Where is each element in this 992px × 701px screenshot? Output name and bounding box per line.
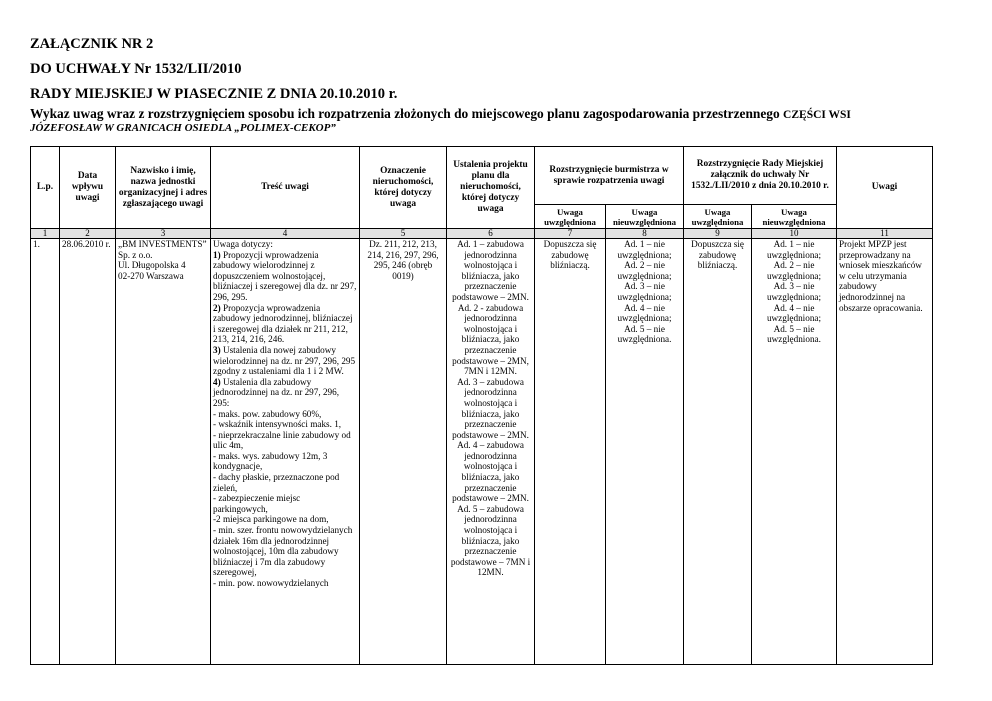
content-item-text: Ustalenia dla zabudowy jednorodzinnej na dz. nr 297, 296, 295: - maks. pow. zabudowy 60%, - wskaźnik intensywności maks. 1, - nieprzekraczalne linie zabudowy od ulic 4m, - maks. wys. zabudowy 12m, 3 kondygnacje, - dachy płaskie, przeznaczone pod zieleń, - zabezpieczenie miejsc parkingowych, -2 miejsca parkingowe na dom, - min. szer. frontu nowowydzielanych działek 16m dla jednorodzinnej wolnostojącej, 10m dla zabudowy bliźniaczej i 7m dla zabudowy szeregowej, - min. pow. nowowydzielanych [213,376,353,588]
content-item-number: 4) [213,376,221,387]
header-mayor-rejected: Uwaga nieuwzględniona [606,205,684,229]
column-number: 2 [60,229,116,239]
header-council-decision: Rozstrzygnięcie Rady Miejskiej załącznik do uchwały Nr 1532./LII/2010 z dnia 20.10.2010 r. [684,147,837,205]
table-row [31,239,933,665]
column-number-row [31,229,933,239]
column-number: 11 [837,229,933,239]
column-number: 4 [211,229,360,239]
content-item-number: 3) [213,344,221,355]
column-number: 9 [684,229,752,239]
council-date: RADY MIEJSKIEJ W PIASECZNIE Z DNIA 20.10.2010 r. [30,86,398,102]
header-council-accepted: Uwaga uwzględniona [684,205,752,229]
row-submitter: „BM INVESTMENTS” Sp. z o.o. Ul. Długopolska 4 02-270 Warszawa [116,239,211,665]
row-plan-findings: Ad. 1 – zabudowa jednorodzinna wolnostojąca i bliźniacza, jako przeznaczenie podstawowe – 2MN. Ad. 2 - zabudowa jednorodzinna wolnostojąca i bliźniacza, jako przeznaczenie podstawowe – 2MN, 7MN i 12MN. Ad. 3 – zabudowa jednorodzinna wolnostojąca i bliźniacza, jako przeznaczenie podstawowe – 2MN. Ad. 4 – zabudowa jednorodzinna wolnostojąca i bliźniacza, jako przeznaczenie podstawowe – 2MN. Ad. 5 – zabudowa jednorodzinna wolnostojąca i bliźniacza, jako przeznaczenie podstawowe – 7MN i 12MN. [447,239,535,665]
column-number: 5 [360,229,447,239]
header-date: Data wpływu uwagi [60,147,116,229]
header-submitter: Nazwisko i imię, nazwa jednostki organizacyjnej i adres zgłaszającego uwagi [116,147,211,229]
row-council-rejected: Ad. 1 – nie uwzględniona; Ad. 2 – nie uwzględniona; Ad. 3 – nie uwzględniona; Ad. 4 – nie uwzględniona; Ad. 5 – nie uwzględniona. [752,239,837,665]
header-notes: Uwagi [837,147,933,229]
content-item-text: Propozycja wprowadzenia zabudowy jednorodzinnej, bliźniaczej i szeregowej dla działek nr 211, 212, 213, 214, 216, 246. [213,302,353,345]
subject-tail: CZĘŚCI WSI [783,109,851,121]
header-property: Oznaczenie nieruchomości, której dotyczy uwaga [360,147,447,229]
row-property: Dz. 211, 212, 213, 214, 216, 297, 296, 295, 246 (obręb 0019) [360,239,447,665]
row-date: 28.06.2010 r. [60,239,116,665]
content-item-text: Ustalenia dla nowej zabudowy wielorodzinnej na dz. nr 297, 296, 295 zgodny z ustaleniami dla 1 i 2 MW. [213,344,356,377]
column-number: 6 [447,229,535,239]
column-number: 7 [535,229,606,239]
content-item [213,303,357,345]
attachment-title: ZAŁĄCZNIK NR 2 [30,36,154,52]
column-number: 1 [31,229,60,239]
row-notes: Projekt MPZP jest przeprowadzany na wniosek mieszkańców w celu utrzymania zabudowy jednorodzinnej na obszarze opracowania. [837,239,933,665]
document-area: JÓZEFOSŁAW W GRANICACH OSIEDLA „POLIMEX-CEKOP” [30,122,336,134]
resolution-number: DO UCHWAŁY Nr 1532/LII/2010 [30,61,242,77]
content-intro: Uwaga dotyczy: [213,239,273,249]
content-item [213,250,357,303]
header-mayor-decision: Rozstrzygnięcie burmistrza w sprawie rozpatrzenia uwagi [535,147,684,205]
column-number: 10 [752,229,837,239]
subject-main: Wykaz uwag wraz z rozstrzygnięciem sposobu ich rozpatrzenia złożonych do miejscowego planu zagospodarowania przestrzennego [30,106,780,121]
header-lp: L.p. [31,147,60,229]
content-item [213,377,357,589]
column-number: 3 [116,229,211,239]
content-item-text: Propozycji wprowadzenia zabudowy wielorodzinnej z dopuszczeniem wolnostojącej, bliźniaczej i szeregowej dla dz. nr 297, 296, 295. [213,249,357,302]
row-lp: 1. [31,239,60,665]
remarks-table [30,146,933,665]
column-number: 8 [606,229,684,239]
document-subject [30,106,851,122]
header-content: Treść uwagi [211,147,360,229]
content-item-number: 2) [213,302,221,313]
header-council-rejected: Uwaga nieuwzględniona [752,205,837,229]
header-plan-findings: Ustalenia projektu planu dla nieruchomości, której dotyczy uwaga [447,147,535,229]
row-council-accepted: Dopuszcza się zabudowę bliźniaczą. [684,239,752,665]
row-content [211,239,360,665]
row-mayor-accepted: Dopuszcza się zabudowę bliźniaczą. [535,239,606,665]
row-mayor-rejected: Ad. 1 – nie uwzględniona; Ad. 2 – nie uwzględniona; Ad. 3 – nie uwzględniona; Ad. 4 – nie uwzględniona; Ad. 5 – nie uwzględniona. [606,239,684,665]
header-mayor-accepted: Uwaga uwzględniona [535,205,606,229]
content-item-number: 1) [213,249,221,260]
content-item [213,345,357,377]
